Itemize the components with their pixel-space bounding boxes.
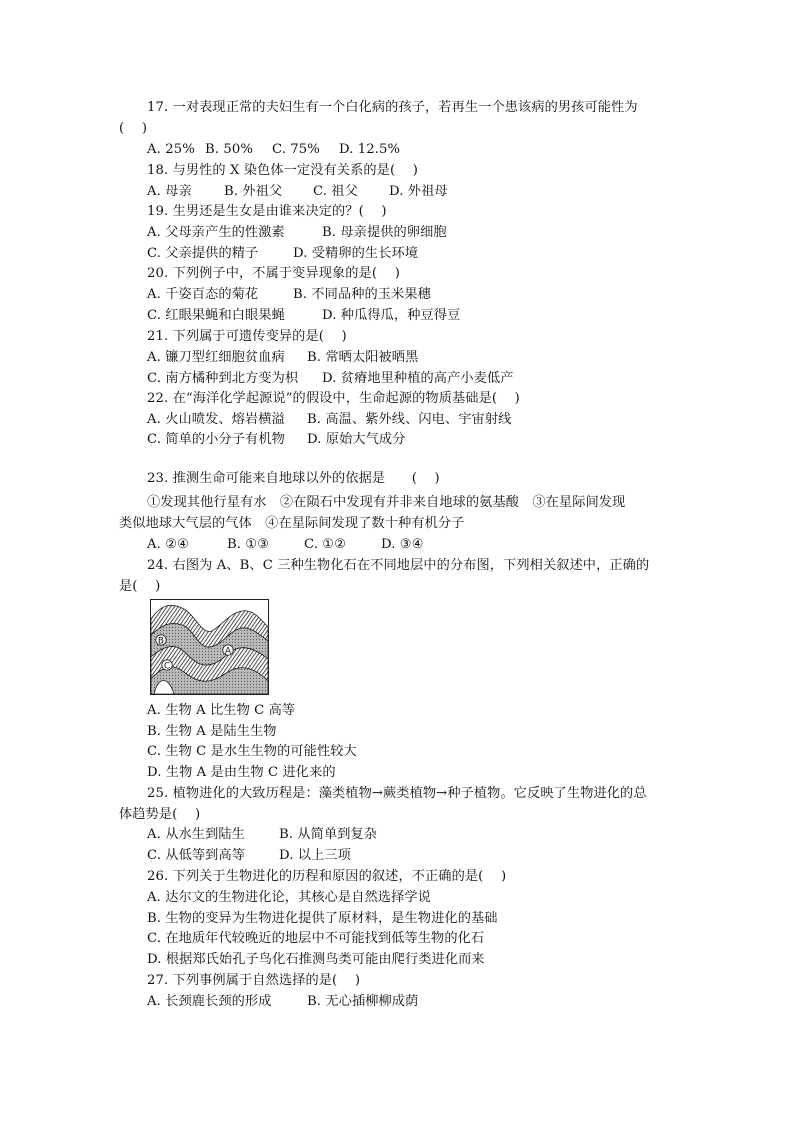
option-c: C. 从低等到高等: [147, 848, 246, 863]
option-a: A. 父母亲产生的性激素: [147, 225, 285, 240]
question-17-options: [147, 141, 400, 159]
question-22-options-row1: [147, 411, 511, 429]
question-25-stem-cont: 体趋势是( ): [119, 807, 201, 822]
option-b: B. 无心插柳柳成荫: [307, 994, 419, 1009]
question-21-options-row1: [147, 349, 418, 367]
question-25-options-row1: [147, 826, 377, 844]
question-27-options: [147, 993, 418, 1011]
option-a: A. 母亲: [147, 184, 192, 199]
question-23-statements: ①发现其他行星有水 ②在陨石中发现有并非来自地球的氨基酸 ③在星际间发现: [147, 495, 626, 510]
option-b: B. 常晒太阳被晒黑: [307, 350, 419, 365]
question-24-option-c: C. 生物 C 是水生生物的可能性较大: [147, 744, 357, 759]
option-a: A. 25%: [147, 142, 195, 157]
question-20-stem: 20. 下列例子中，不属于变异现象的是( ): [147, 266, 400, 281]
question-21-options-row2: [147, 370, 514, 388]
fossil-strata-diagram: [150, 599, 269, 695]
option-c: C. 简单的小分子有机物: [147, 432, 285, 447]
question-18-stem: 18. 与男性的 X 染色体一定没有关系的是( ): [147, 163, 419, 178]
question-27-stem: 27. 下列事例属于自然选择的是( ): [147, 973, 361, 988]
option-c: C. 75%: [272, 142, 320, 157]
option-a: A. 千姿百态的菊花: [147, 287, 259, 302]
option-c: C. 祖父: [313, 184, 358, 199]
question-20-options-row2: [147, 307, 460, 325]
question-24-option-a: A. 生物 A 比生物 C 高等: [147, 703, 296, 718]
question-26-option-a: A. 达尔文的生物进化论，其核心是自然选择学说: [147, 890, 431, 905]
question-21-stem: 21. 下列属于可遗传变异的是( ): [147, 329, 347, 344]
option-b: B. 从简单到复杂: [279, 827, 378, 842]
option-a: A. 火山喷发、熔岩横溢: [147, 412, 285, 427]
label-b: B: [157, 636, 165, 647]
option-a: A. 从水生到陆生: [147, 827, 245, 842]
option-d: D. 以上三项: [279, 848, 351, 863]
option-b: B. 高温、紫外线、闪电、宇宙射线: [307, 412, 512, 427]
option-b: B. 不同品种的玉米果穗: [293, 287, 431, 302]
question-23-stem: 23. 推测生命可能来自地球以外的依据是 ( ): [147, 471, 440, 486]
question-26-option-b: B. 生物的变异为生物进化提供了原材料，是生物进化的基础: [147, 911, 498, 926]
question-26-option-c: C. 在地质年代较晚近的地层中不可能找到低等生物的化石: [147, 931, 485, 946]
question-17-stem-cont: ( ): [119, 121, 148, 136]
option-d: D. 原始大气成分: [307, 432, 406, 447]
option-c: C. 红眼果蝇和白眼果蝇: [147, 308, 285, 323]
option-c: C. 南方橘种到北方变为枳: [147, 371, 299, 386]
option-c: C. ①②: [304, 537, 347, 552]
question-22-stem: 22. 在“海洋化学起源说”的假设中，生命起源的物质基础是( ): [147, 391, 520, 406]
question-26-option-d: D. 根据郑氏始孔子鸟化石推测鸟类可能由爬行类进化而来: [147, 952, 485, 967]
question-26-stem: 26. 下列关于生物进化的历程和原因的叙述，不正确的是( ): [147, 869, 507, 884]
option-d: D. 受精卵的生长环境: [293, 246, 419, 261]
option-a: A. 镰刀型红细胞贫血病: [147, 350, 285, 365]
question-24-option-b: B. 生物 A 是陆生生物: [147, 724, 277, 739]
option-a: A. ②④: [147, 537, 190, 552]
question-18-options: [147, 183, 448, 201]
label-a: A: [224, 646, 232, 657]
question-17-stem: 17. 一对表现正常的夫妇生有一个白化病的孩子，若再生一个患该病的男孩可能性为: [147, 100, 638, 115]
question-23-statements-cont: 类似地球大气层的气体 ④在星际间发现了数十种有机分子: [119, 516, 465, 531]
option-d: D. ③④: [381, 537, 424, 552]
question-19-stem: 19. 生男还是生女是由谁来决定的？( ): [147, 204, 387, 219]
option-c: C. 父亲提供的精子: [147, 246, 259, 261]
question-25-options-row2: [147, 847, 351, 865]
option-b: B. 母亲提供的卵细胞: [322, 225, 447, 240]
question-19-options-row1: [147, 224, 447, 242]
label-c: C: [163, 661, 171, 672]
option-d: D. 12.5%: [339, 142, 401, 157]
question-24-option-d: D. 生物 A 是由生物 C 进化来的: [147, 765, 336, 780]
question-19-options-row2: [147, 245, 418, 263]
question-24-stem: 24. 右图为 A、B、C 三种生物化石在不同地层中的分布图，下列相关叙述中，正确的: [147, 558, 650, 573]
fossil-strata-figure: [150, 599, 269, 695]
option-b: B. 50%: [205, 142, 253, 157]
question-25-stem: 25. 植物进化的大致历程是：藻类植物→蕨类植物→种子植物。它反映了生物进化的总: [147, 786, 647, 801]
question-22-options-row2: [147, 431, 406, 449]
question-24-stem-cont: 是( ): [119, 579, 161, 594]
option-b: B. ①③: [227, 537, 270, 552]
option-d: D. 贫瘠地里种植的高产小麦低产: [322, 371, 514, 386]
option-d: D. 种瓜得瓜，种豆得豆: [322, 308, 461, 323]
question-23-options: [147, 536, 424, 554]
option-b: B. 外祖父: [224, 184, 283, 199]
option-d: D. 外祖母: [389, 184, 448, 199]
question-20-options-row1: [147, 286, 431, 304]
option-a: A. 长颈鹿长颈的形成: [147, 994, 272, 1009]
